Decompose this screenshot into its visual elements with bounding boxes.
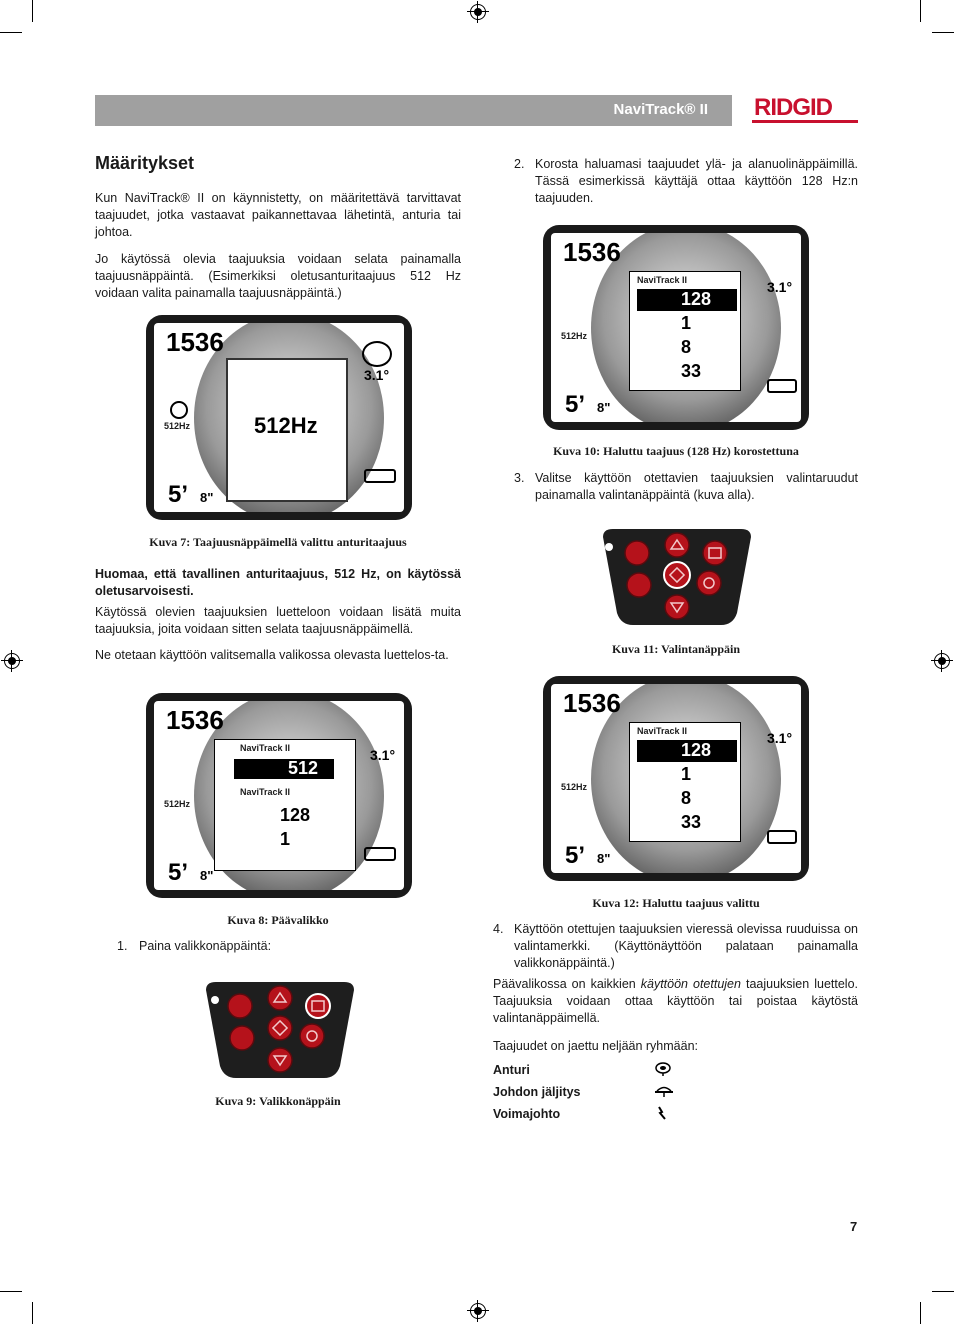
small-frequency-label: 512Hz [561,331,588,341]
crop-mark [32,0,33,22]
note-default-frequency: Huomaa, että tavallinen anturitaajuus, 512 Hz, on käytössä oletusarvoisesti. [95,567,461,598]
depth-inches-readout: 8" [200,868,214,883]
battery-icon [767,830,797,844]
step-4-text: Käyttöön otettujen taajuuksien vieressä olevissa ruuduissa on valintamerkki. (Käyttönäyttöön palataan painamalla valikkonäppäintä.) [514,922,858,970]
small-frequency-label: 512Hz [164,799,191,809]
header-title: NaviTrack® II [613,101,708,118]
registration-mark [470,1303,486,1319]
battery-icon [364,847,396,861]
figure-11-caption: Kuva 11: Valintanäppäin [611,642,741,656]
menu-item-128: 128 [280,805,311,825]
step-1-text: Paina valikkonäppäintä: [139,939,272,953]
page-number: 7 [850,1219,858,1234]
line-trace-icon [655,1084,673,1103]
depth-count-readout: 1536 [166,327,224,357]
angle-readout: 3.1° [364,367,390,383]
ridgid-logo: RIDGID [752,96,858,126]
depth-inches-readout: 8" [200,490,214,505]
battery-icon [767,379,797,393]
figure-10-screen [543,225,809,430]
menu-item-8khz: 8 [681,788,692,808]
step-2-text: Korosta haluamasi taajuudet ylä- ja alanuolinäppäimillä. Tässä esimerkissä käyttäjä ottaa käyttöön 128 Hz:n taajuuden. [535,157,858,205]
figure-9-caption: Kuva 9: Valikkonäppäin [215,1094,341,1108]
depth-count-readout: 1536 [563,688,621,718]
depth-inches-readout: 8" [597,851,611,866]
registration-mark [470,4,486,20]
figure-11-keypad [597,525,757,629]
battery-icon [364,469,396,483]
figure-12-screen [543,676,809,881]
depth-inches-readout: 8" [597,400,611,415]
menu-header: NaviTrack II [240,743,291,753]
crop-mark [932,32,954,33]
crop-mark [0,1291,22,1292]
paragraph-scroll: Jo käytössä olevia taajuuksia voidaan selata painamalla taajuusnäppäintä. (Esimerkiksi oletusanturitaajuus 512 Hz voidaan valita painamalla taajuusnäppäintä.) [95,252,461,300]
figure-8-screen [146,693,412,898]
sonde-icon [655,1062,671,1081]
sonde-icon [170,401,188,419]
header-bar [95,95,732,126]
paragraph-groups: Taajuudet on jaettu neljään ryhmään: [493,1039,699,1053]
menu-item-8khz: 8 [681,337,692,357]
depth-count-readout: 1536 [563,237,621,267]
frequency-readout: 512Hz [254,413,318,438]
crop-mark [0,32,22,33]
menu-item-1khz: 1 [280,829,291,849]
level-bubble-icon [362,341,392,367]
depth-feet-readout: 5’ [168,859,189,886]
depth-count-readout: 1536 [166,705,224,735]
menu-item-33khz: 33 [681,361,702,381]
crop-mark [32,1302,33,1324]
menu-header: NaviTrack II [637,275,688,285]
text-run: taajuuksien luettelo. Taajuuksia voidaan ottaa käyttöön tai poistaa käytöstä valintanäppäimellä. [493,977,859,1025]
group-johdon-jaljitys: Johdon jäljitys [493,1085,581,1099]
angle-readout: 3.1° [370,747,396,763]
step-2-number: 2. [514,157,525,171]
crop-mark [920,1302,921,1324]
section-title: Määritykset [95,153,195,173]
registration-mark [4,653,20,669]
paragraph-main-menu-list [493,976,858,1027]
menu-item-128: 128 [681,740,712,760]
step-3-number: 3. [514,471,525,485]
menu-item-512: 512 [288,758,319,778]
figure-12-caption: Kuva 12: Haluttu taajuus valittu [592,896,760,910]
paragraph-add-frequencies: Käytössä olevien taajuuksien luetteloon voidaan lisätä muita taajuuksia, joita voidaan sitten selata taajuusnäppäimellä. [95,605,461,636]
depth-feet-readout: 5’ [168,481,189,508]
figure-9-keypad [200,978,360,1082]
text-run: Päävalikossa on kaikkien [493,977,641,991]
step-3-text: Valitse käyttöön otettavien taajuuksien valintaruudut painamalla valintanäppäintä (kuva alla). [535,471,858,502]
menu-highlight-row [234,759,334,779]
menu-header: NaviTrack II [637,726,688,736]
power-line-icon [656,1106,668,1125]
menu-item-128: 128 [681,289,712,309]
small-frequency-label: 512Hz [164,421,191,431]
figure-10-caption: Kuva 10: Haluttu taajuus (128 Hz) korostettuna [553,444,799,458]
emphasis-text: käyttöön otettujen [640,977,741,991]
depth-feet-readout: 5’ [565,842,586,869]
registration-mark [934,653,950,669]
group-anturi: Anturi [493,1063,530,1077]
crop-mark [920,0,921,22]
figure-7-caption: Kuva 7: Taajuusnäppäimellä valittu anturitaajuus [149,535,407,549]
figure-7-screen [146,315,412,520]
menu-item-1khz: 1 [681,764,692,784]
paragraph-enable-from-menu: Ne otetaan käyttöön valitsemalla valikossa olevasta luettelos-ta. [95,648,449,662]
step-1-number: 1. [117,939,128,953]
figure-8-caption: Kuva 8: Päävalikko [227,913,329,927]
menu-header: NaviTrack II [240,787,291,797]
step-4-number: 4. [493,922,504,936]
small-frequency-label: 512Hz [561,782,588,792]
menu-item-1khz: 1 [681,313,692,333]
angle-readout: 3.1° [767,730,793,746]
group-voimajohto: Voimajohto [493,1107,561,1121]
angle-readout: 3.1° [767,279,793,295]
menu-item-33khz: 33 [681,812,702,832]
depth-feet-readout: 5’ [565,391,586,418]
paragraph-intro: Kun NaviTrack® II on käynnistetty, on määritettävä tarvittavat taajuudet, jotka vastaavat paikannettavaa lähetintä, anturia tai johtoa. [95,191,461,239]
crop-mark [932,1291,954,1292]
